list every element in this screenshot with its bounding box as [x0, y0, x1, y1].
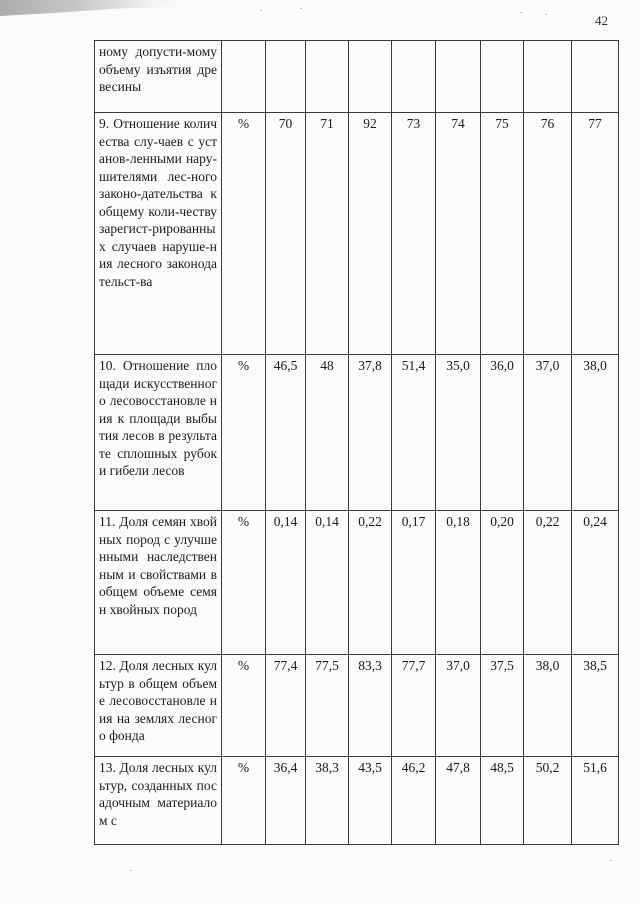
table-row: [95, 113, 619, 355]
value-cell: 51,6: [572, 757, 619, 845]
scan-speck: [545, 14, 547, 15]
table-row: [95, 41, 619, 113]
value-cell: 0,14: [306, 511, 349, 655]
value-cell: 48: [306, 355, 349, 511]
unit-cell: %: [222, 655, 266, 757]
value-cell: [306, 41, 349, 113]
value-cell: 43,5: [349, 757, 392, 845]
indicator-label: [95, 511, 222, 655]
unit-cell: %: [222, 113, 266, 355]
indicator-label: [95, 655, 222, 757]
value-cell: 36,4: [266, 757, 306, 845]
table-row: [95, 355, 619, 511]
value-cell: [392, 41, 436, 113]
value-cell: 37,8: [349, 355, 392, 511]
value-cell: 0,22: [349, 511, 392, 655]
value-cell: 0,22: [524, 511, 572, 655]
value-cell: 70: [266, 113, 306, 355]
table-row: [95, 757, 619, 845]
value-cell: 73: [392, 113, 436, 355]
indicator-label: [95, 757, 222, 845]
scan-edge-artifact: [0, 0, 190, 16]
value-cell: [524, 41, 572, 113]
indicators-table: [94, 40, 619, 845]
indicator-label: [95, 113, 222, 355]
value-cell: 38,0: [572, 355, 619, 511]
value-cell: 38,3: [306, 757, 349, 845]
unit-cell: %: [222, 757, 266, 845]
value-cell: 74: [436, 113, 481, 355]
value-cell: [266, 41, 306, 113]
indicator-label-text: ному допусти-мому объему изъятия древесины: [99, 44, 217, 94]
value-cell: 0,20: [481, 511, 524, 655]
value-cell: 47,8: [436, 757, 481, 845]
value-cell: 37,0: [436, 655, 481, 757]
value-cell: 77,7: [392, 655, 436, 757]
value-cell: 76: [524, 113, 572, 355]
indicator-label-text: 9. Отношение количества слу-чаев с установ-ленными нару-шителями лес-ного законо-дательства к общему коли-честву зарегист-рированных случаев наруше-ния лесного законодательст-ва: [99, 116, 217, 289]
value-cell: 92: [349, 113, 392, 355]
value-cell: 77: [572, 113, 619, 355]
value-cell: 0,17: [392, 511, 436, 655]
value-cell: 36,0: [481, 355, 524, 511]
value-cell: 0,14: [266, 511, 306, 655]
value-cell: 77,5: [306, 655, 349, 757]
value-cell: 71: [306, 113, 349, 355]
value-cell: 38,0: [524, 655, 572, 757]
value-cell: 75: [481, 113, 524, 355]
table-row: [95, 655, 619, 757]
value-cell: [572, 41, 619, 113]
unit-cell: %: [222, 511, 266, 655]
value-cell: 48,5: [481, 757, 524, 845]
value-cell: 37,0: [524, 355, 572, 511]
scan-speck: [260, 10, 262, 11]
indicator-label: [95, 41, 222, 113]
indicator-label-text: 11. Доля семян хвойных пород с улучшенными наследственным и свойствами в общем объеме семян хвойных пород: [99, 514, 217, 617]
value-cell: 50,2: [524, 757, 572, 845]
indicator-label: [95, 355, 222, 511]
unit-cell: [222, 41, 266, 113]
page-number: 42: [595, 13, 608, 28]
value-cell: 38,5: [572, 655, 619, 757]
value-cell: 77,4: [266, 655, 306, 757]
indicator-label-text: 10. Отношение площади искусственного лесовосстановле ния к площади выбытия лесов в результате сплошных рубок и гибели лесов: [99, 358, 217, 478]
value-cell: 35,0: [436, 355, 481, 511]
indicator-label-text: 13. Доля лесных культур, созданных посадочным материалом с: [99, 760, 217, 828]
value-cell: 46,2: [392, 757, 436, 845]
value-cell: 83,3: [349, 655, 392, 757]
value-cell: 46,5: [266, 355, 306, 511]
unit-cell: %: [222, 355, 266, 511]
scan-speck: [610, 860, 612, 861]
value-cell: 37,5: [481, 655, 524, 757]
value-cell: [349, 41, 392, 113]
scan-speck: [130, 870, 132, 871]
value-cell: [436, 41, 481, 113]
scan-speck: [300, 8, 302, 9]
value-cell: [481, 41, 524, 113]
value-cell: 51,4: [392, 355, 436, 511]
value-cell: 0,18: [436, 511, 481, 655]
table-row: [95, 511, 619, 655]
indicator-label-text: 12. Доля лесных культур в общем объеме лесовосстановле ния на землях лесного фонда: [99, 658, 217, 743]
scan-speck: [520, 12, 522, 13]
value-cell: 0,24: [572, 511, 619, 655]
